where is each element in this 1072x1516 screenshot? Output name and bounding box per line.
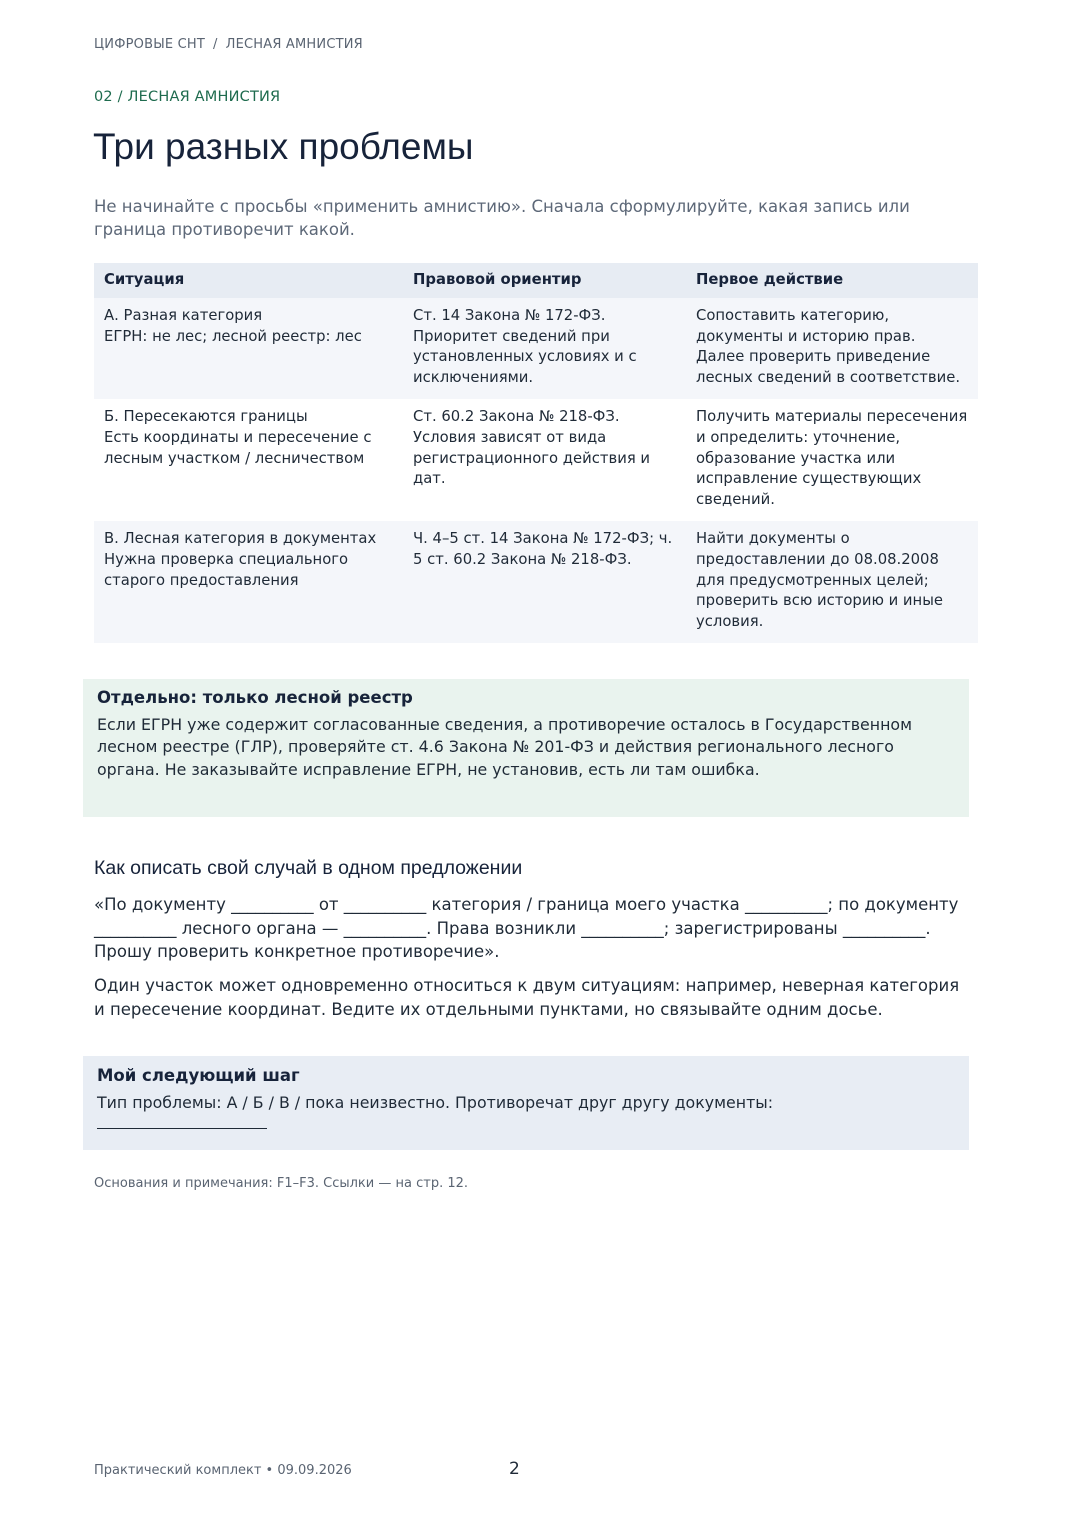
- column-header: Правовой ориентир: [403, 263, 686, 298]
- table-header-row: [94, 263, 978, 298]
- callout-title: Отдельно: только лесной реестр: [97, 688, 413, 707]
- next-step-callout: [83, 1056, 969, 1150]
- table-row: [94, 298, 978, 399]
- breadcrumb-item: ЛЕСНАЯ АМНИСТИЯ: [225, 37, 363, 52]
- legal-cell: Ч. 4–5 ст. 14 Закона № 172-ФЗ; ч. 5 ст. 60.2 Закона № 218-ФЗ.: [403, 521, 686, 643]
- answer-blank-line: [97, 1114, 267, 1129]
- sources-note: Основания и примечания: F1–F3. Ссылки — на стр. 12.: [94, 1176, 469, 1191]
- intro-text: Не начинайте с просьбы «применить амнистию». Сначала сформулируйте, какая запись или граница противоречит какой.: [94, 197, 910, 239]
- breadcrumb-item: ЦИФРОВЫЕ СНТ: [94, 37, 206, 52]
- table-row: [94, 399, 978, 521]
- situation-cell: [94, 521, 403, 643]
- situation-cell: [94, 399, 403, 521]
- section-label: 02 / ЛЕСНАЯ АМНИСТИЯ: [94, 89, 281, 105]
- column-header: Первое действие: [686, 263, 978, 298]
- action-cell: Сопоставить категорию, документы и историю прав. Далее проверить приведение лесных сведений в соответствие.: [686, 298, 978, 399]
- breadcrumb: [94, 37, 363, 52]
- situation-detail: Нужна проверка специального старого предоставления: [104, 550, 349, 589]
- situations-table: [94, 263, 978, 643]
- sentence-template: «По документу __________ от __________ категория / граница моего участка __________; по документу __________ лесного органа — __________. Права возникли __________; зарегистрированы __________. Прошу проверить конкретное противоречие».: [94, 895, 959, 961]
- situation-title: В. Лесная категория в документах: [104, 529, 377, 547]
- situation-detail: ЕГРН: не лес; лесной реестр: лес: [104, 327, 362, 345]
- callout-title: Мой следующий шаг: [97, 1066, 300, 1085]
- situation-detail: Есть координаты и пересечение с лесным участком / лесничеством: [104, 428, 372, 467]
- breadcrumb-separator: /: [213, 37, 218, 52]
- howto-note: Один участок может одновременно относиться к двум ситуациям: например, неверная категория и пересечение координат. Ведите их отдельными пунктами, но связывайте одним досье.: [94, 976, 960, 1019]
- page-title: Три разных проблемы: [93, 126, 474, 167]
- situation-title: Б. Пересекаются границы: [104, 407, 308, 425]
- legal-cell: Ст. 14 Закона № 172-ФЗ. Приоритет сведений при установленных условиях и с исключениями.: [403, 298, 686, 399]
- column-header: Ситуация: [94, 263, 403, 298]
- situation-title: А. Разная категория: [104, 306, 263, 324]
- situation-cell: [94, 298, 403, 399]
- action-cell: Найти документы о предоставлении до 08.08.2008 для предусмотренных целей; проверить всю историю и иные условия.: [686, 521, 978, 643]
- table-row: [94, 521, 978, 643]
- callout-text: Если ЕГРН уже содержит согласованные сведения, а противоречие осталось в Государственном лесном реестре (ГЛР), проверяйте ст. 4.6 Закона № 201-ФЗ и действия регионального лесного органа. Не заказывайте исправление ЕГРН, не установив, есть ли там ошибка.: [97, 715, 912, 779]
- callout-text: Тип проблемы: А / Б / В / пока неизвестно. Противоречат друг другу документы:: [97, 1093, 774, 1112]
- action-cell: Получить материалы пересечения и определить: уточнение, образование участка или исправление существующих сведений.: [686, 399, 978, 521]
- legal-cell: Ст. 60.2 Закона № 218-ФЗ. Условия зависят от вида регистрационного действия и дат.: [403, 399, 686, 521]
- page-number: 2: [509, 1459, 520, 1479]
- forest-registry-callout: [83, 679, 969, 817]
- footer-text: Практический комплект • 09.09.2026: [94, 1463, 352, 1478]
- howto-heading: Как описать свой случай в одном предложении: [94, 857, 523, 879]
